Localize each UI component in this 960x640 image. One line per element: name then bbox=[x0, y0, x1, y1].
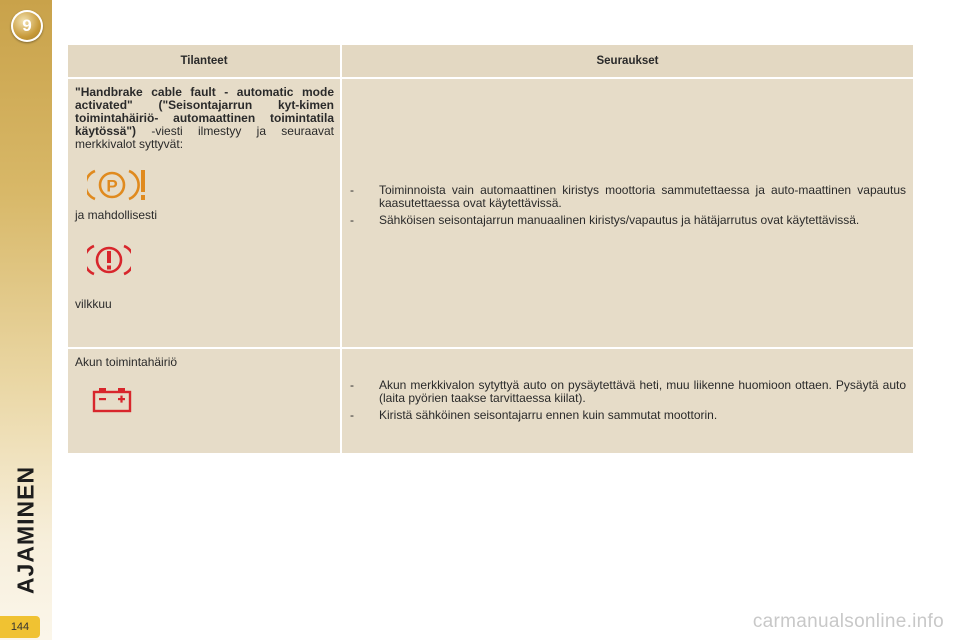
brake-warning-icon bbox=[87, 242, 334, 284]
page-number: 144 bbox=[0, 616, 40, 638]
bullet-dash: - bbox=[350, 378, 354, 392]
consequence-text: Kiristä sähköinen seisontajarru ennen kuin sammutat moottorin. bbox=[379, 408, 718, 422]
list-item bbox=[350, 214, 906, 227]
consequence-text: Toiminnoista vain automaattinen kiristys moottoria sammutettaessa ja auto-maattinen vapautus kaasutettaessa ovat käytettävissä. bbox=[379, 183, 906, 210]
situation-text: Akun toimintahäiriö bbox=[75, 355, 178, 369]
situation-cell bbox=[68, 349, 340, 417]
chapter-title: AJAMINEN bbox=[12, 465, 39, 595]
warnings-table bbox=[68, 45, 915, 455]
table-row bbox=[68, 348, 914, 454]
chapter-badge bbox=[11, 10, 43, 42]
svg-text:P: P bbox=[106, 176, 118, 196]
list-item bbox=[350, 409, 906, 422]
parking-brake-warning-icon bbox=[87, 167, 334, 209]
situation-text bbox=[75, 86, 334, 151]
list-item bbox=[350, 184, 906, 210]
consequence-text: Akun merkkivalon sytyttyä auto on pysäytettävä heti, muu liikenne huomioon ottaen. Pysäytä auto (laita pyörien taakse tarvittaessa kiilat). bbox=[379, 378, 906, 405]
consequences-list bbox=[350, 379, 906, 422]
consequences-cell bbox=[342, 79, 913, 227]
battery-warning-icon bbox=[92, 387, 334, 417]
table-row bbox=[68, 78, 914, 348]
after-text: vilkkuu bbox=[75, 297, 112, 311]
chapter-number: 9 bbox=[22, 16, 32, 35]
consequence-text: Sähköisen seisontajarrun manuaalinen kiristys/vapautus ja hätäjarrutus ovat käytettävissä. bbox=[379, 213, 860, 227]
bullet-dash: - bbox=[350, 408, 354, 422]
between-text: ja mahdollisesti bbox=[75, 208, 158, 222]
consequences-cell bbox=[342, 349, 913, 422]
situation-cell bbox=[68, 79, 340, 311]
header-consequences: Seuraukset bbox=[341, 45, 914, 78]
situation-description: -viesti ilmestyy ja seuraavat merkkivalot syttyvät: bbox=[75, 124, 334, 151]
bullet-dash: - bbox=[350, 213, 354, 227]
bullet-dash: - bbox=[350, 183, 354, 197]
header-situations: Tilanteet bbox=[68, 45, 341, 78]
watermark: carmanualsonline.info bbox=[752, 611, 944, 632]
handbrake-fault-message: "Handbrake cable fault - automatic mode activated" ("Seisontajarrun kyt-kimen toimintahäiriö- automaattinen toimintatila käytössä") bbox=[75, 85, 334, 138]
consequences-list bbox=[350, 184, 906, 227]
list-item bbox=[350, 379, 906, 405]
